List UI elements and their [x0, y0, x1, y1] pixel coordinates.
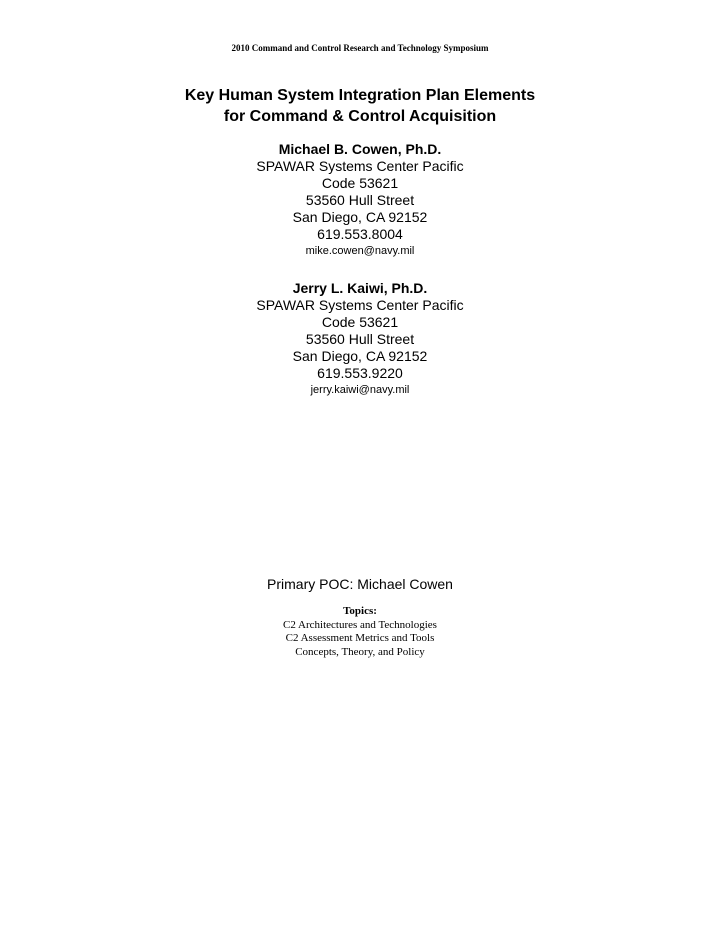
topics-label: Topics:	[343, 605, 377, 617]
author-organization: SPAWAR Systems Center Pacific	[256, 158, 464, 174]
author-city: San Diego, CA 92152	[292, 209, 428, 225]
author-street: 53560 Hull Street	[305, 192, 415, 208]
author-code: Code 53621	[321, 314, 399, 330]
author-street: 53560 Hull Street	[305, 331, 415, 347]
author-email: mike.cowen@navy.mil	[305, 245, 415, 257]
author-block	[0, 280, 720, 399]
author-phone: 619.553.8004	[317, 226, 403, 242]
author-organization: SPAWAR Systems Center Pacific	[256, 297, 464, 313]
primary-poc: Primary POC: Michael Cowen	[267, 576, 453, 592]
running-header: 2010 Command and Control Research and Technology Symposium	[231, 43, 489, 53]
topic-item: Concepts, Theory, and Policy	[295, 645, 425, 658]
author-name: Michael B. Cowen, Ph.D.	[278, 141, 442, 157]
paper-title	[0, 85, 720, 127]
title-line-2: for Command & Control Acquisition	[223, 108, 497, 125]
author-city: San Diego, CA 92152	[292, 348, 428, 364]
topics-block	[0, 605, 720, 659]
author-block	[0, 141, 720, 260]
title-line-1: Key Human System Integration Plan Elements	[184, 87, 536, 104]
topic-item: C2 Architectures and Technologies	[283, 618, 437, 631]
author-code: Code 53621	[321, 175, 399, 191]
topic-item: C2 Assessment Metrics and Tools	[285, 632, 435, 644]
author-email: jerry.kaiwi@navy.mil	[310, 384, 410, 396]
author-name: Jerry L. Kaiwi, Ph.D.	[292, 280, 428, 296]
author-phone: 619.553.9220	[317, 365, 403, 381]
